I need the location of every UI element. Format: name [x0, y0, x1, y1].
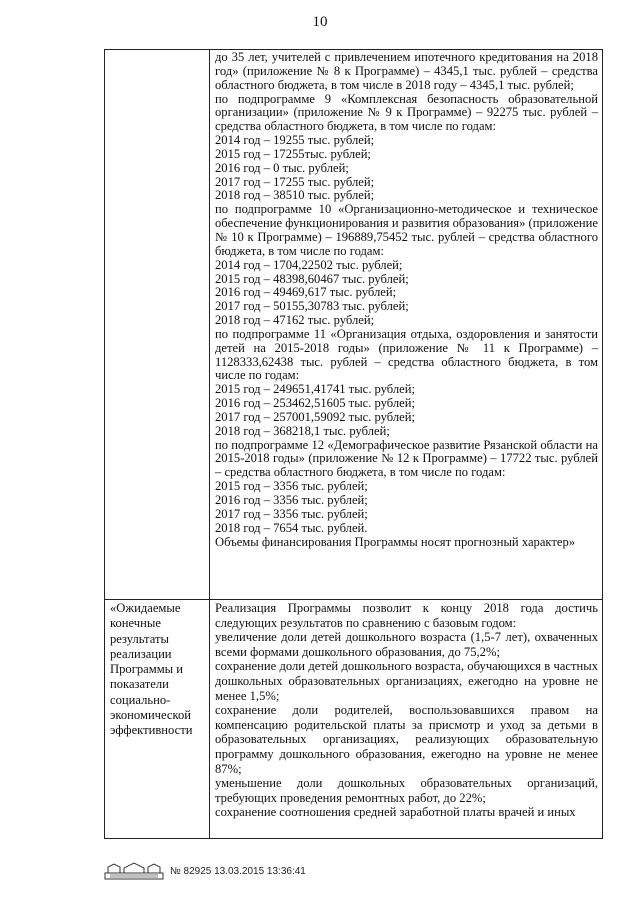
label-line: конечные: [110, 616, 161, 631]
label-line: результаты: [110, 631, 169, 646]
label-line: показатели: [110, 677, 169, 692]
text-line: 2018 год – 47162 тыс. рублей;: [215, 313, 375, 328]
expected-results-label-cell: [105, 600, 210, 839]
text-line: 2018 год – 38510 тыс. рублей;: [215, 188, 375, 203]
text-line: 2015 год – 3356 тыс. рублей;: [215, 479, 368, 494]
text-line: 2017 год – 50155,30783 тыс. рублей;: [215, 299, 409, 314]
text-line: 2018 год – 7654 тыс. рублей.: [215, 520, 368, 535]
text-line: 2015 год – 48398,60467 тыс. рублей;: [215, 271, 409, 286]
text-line: Объемы финансирования Программы носят прогнозный характер»: [215, 534, 576, 549]
page-number: 10: [312, 14, 328, 30]
text-line: уменьшение доли дошкольных образовательных организаций, требующих проведения ремонтных работ, до 22%;: [215, 776, 598, 805]
text-line: сохранение доли детей дошкольного возраста, обучающихся в частных дошкольных образовательных организациях, ежегодно на уровне не менее 1,5%;: [215, 659, 598, 703]
label-line: Программы и: [110, 662, 184, 677]
text-line: 2017 год – 257001,59092 тыс. рублей;: [215, 409, 416, 424]
text-line: 2017 год – 17255 тыс. рублей;: [215, 174, 375, 189]
text-line: 2018 год – 368218,1 тыс. рублей;: [215, 423, 390, 438]
label-line: экономической: [110, 708, 192, 723]
financing-text: [215, 51, 598, 549]
footer: [104, 860, 306, 882]
text-line: 2017 год – 3356 тыс. рублей;: [215, 506, 368, 521]
expected-results-label: [110, 601, 205, 739]
expected-results-text: [215, 601, 598, 820]
text-line: 2016 год – 49469,617 тыс. рублей;: [215, 285, 397, 300]
text-line: по подпрограмме 9 «Комплексная безопасность образовательной организации» (приложение № 9 к Программе) – 92275 тыс. рублей – средства областного бюджета, в том числе по годам:: [215, 91, 598, 134]
text-line: Реализация Программы позволит к концу 2018 года достичь следующих результатов по сравнению с базовым годом:: [215, 601, 598, 630]
label-line: социально-: [110, 692, 171, 707]
passport-table: [104, 49, 603, 839]
label-line: эффективности: [110, 723, 193, 738]
text-line: увеличение доли детей дошкольного возраста (1,5-7 лет), охваченных всеми формами дошкольного образования, до 75,2%;: [215, 630, 598, 659]
text-line: 2014 год – 19255 тыс. рублей;: [215, 133, 375, 148]
label-line: реализации: [110, 646, 172, 661]
text-line: 2015 год – 17255тыс. рублей;: [215, 146, 371, 161]
row-label-cell: [105, 50, 210, 600]
registry-stamp-icon: [104, 862, 164, 880]
text-line: по подпрограмме 11 «Организация отдыха, оздоровления и занятости детей на 2015-2018 годы» (приложение № 11 к Программе) – 1128333,62438 тыс. рублей – средства областного бюджета, в том числе по годам:: [215, 326, 598, 383]
financing-text-cell: [210, 50, 603, 600]
text-line: сохранение доли родителей, воспользовавшихся правом на компенсацию родительской платы за присмотр и уход за детьми в образовательных организациях, реализующих образовательную программу дошкольного образования, ежегодно на уровне не менее 87%;: [215, 703, 598, 776]
text-line: по подпрограмме 10 «Организационно-методическое и техническое обеспечение функционирования и развития образования» (приложение № 10 к Программе) – 196889,75452 тыс. рублей – средства областного бюджета, в том числе по годам:: [215, 202, 598, 258]
text-line: 2016 год – 0 тыс. рублей;: [215, 160, 349, 175]
text-line: 2015 год – 249651,41741 тыс. рублей;: [215, 382, 416, 397]
text-line: 2016 год – 253462,51605 тыс. рублей;: [215, 396, 416, 411]
text-line: до 35 лет, учителей с привлечением ипотечного кредитования на 2018 год» (приложение № 8 к Программе) – 4345,1 тыс. рублей – средства областного бюджета, в том числе в 2018 году – 4345,1 тыс. рублей;: [215, 50, 598, 92]
table-row-financing: [105, 50, 603, 600]
text-line: по подпрограмме 12 «Демографическое развитие Рязанской области на 2015-2018 годы» (приложение № 12 к Программе) – 17722 тыс. рублей – средства областного бюджета, в том числе по годам:: [215, 437, 598, 480]
registration-stamp-text: № 82925 13.03.2015 13:36:41: [170, 865, 306, 877]
text-line: сохранение соотношения средней заработной платы врачей и иных: [215, 805, 576, 820]
text-line: 2016 год – 3356 тыс. рублей;: [215, 493, 368, 507]
label-line: «Ожидаемые: [110, 601, 181, 615]
text-line: 2014 год – 1704,22502 тыс. рублей;: [215, 257, 403, 272]
table-row-expected-results: [105, 600, 603, 839]
expected-results-text-cell: [210, 600, 603, 839]
